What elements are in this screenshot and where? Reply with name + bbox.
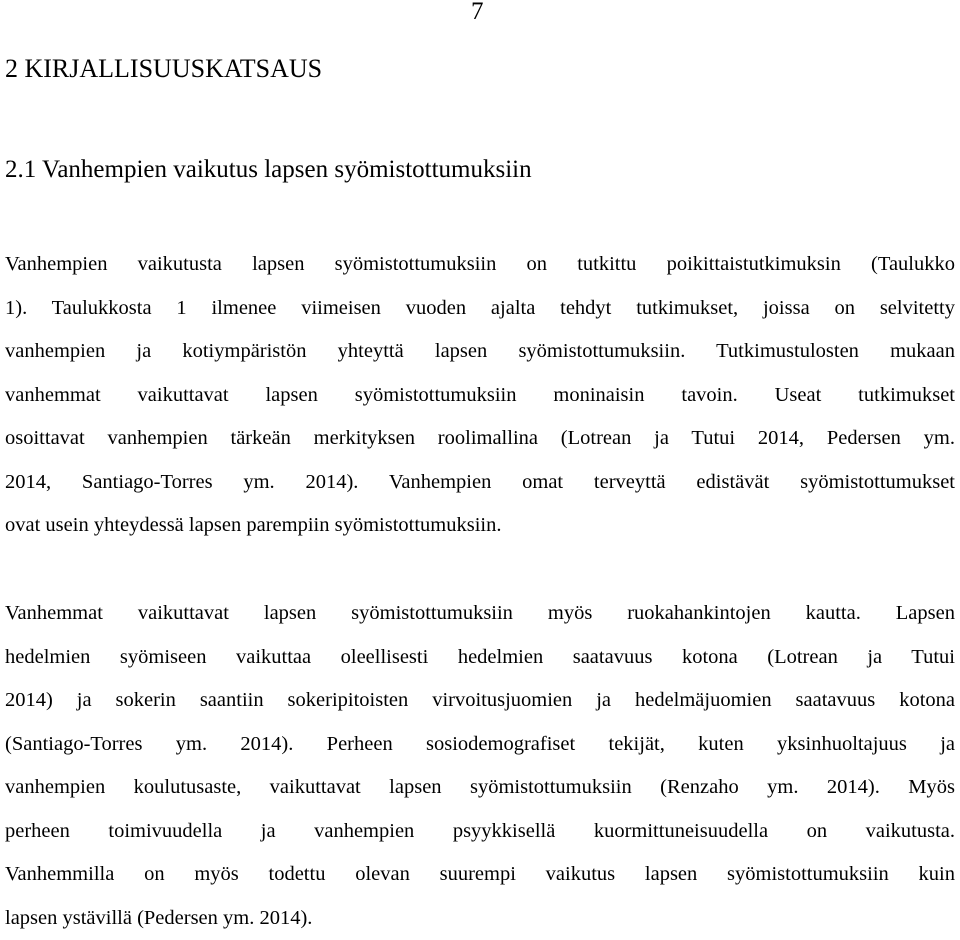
paragraph-line: Vanhemmilla on myös todettu olevan suurempi vaikutus lapsen syömistottumuksiin kuin <box>5 853 955 897</box>
paragraph-line: Vanhemmat vaikuttavat lapsen syömistottumuksiin myös ruokahankintojen kautta. Lapsen <box>5 592 955 636</box>
chapter-heading: 2 KIRJALLISUUSKATSAUS <box>5 52 322 86</box>
paragraph-line: 2014, Santiago-Torres ym. 2014). Vanhempien omat terveyttä edistävät syömistottumukset <box>5 461 955 505</box>
paragraph-line: vanhempien koulutusaste, vaikuttavat lapsen syömistottumuksiin (Renzaho ym. 2014). Myös <box>5 766 955 810</box>
paragraph <box>5 243 955 548</box>
paragraph-line: vanhempien ja kotiympäristön yhteyttä lapsen syömistottumuksiin. Tutkimustulosten mukaan <box>5 330 955 374</box>
paragraph-line: hedelmien syömiseen vaikuttaa oleellisesti hedelmien saatavuus kotona (Lotrean ja Tutui <box>5 636 955 680</box>
section-heading: 2.1 Vanhempien vaikutus lapsen syömistottumuksiin <box>5 153 532 187</box>
page-number: 7 <box>471 0 484 28</box>
paragraph <box>5 592 955 940</box>
paragraph-line: (Santiago-Torres ym. 2014). Perheen sosiodemografiset tekijät, kuten yksinhuoltajuus ja <box>5 723 955 767</box>
paragraph-line: Vanhempien vaikutusta lapsen syömistottumuksiin on tutkittu poikittaistutkimuksin (Taulukko <box>5 243 955 287</box>
paragraph-line: lapsen ystävillä (Pedersen ym. 2014). <box>5 897 955 940</box>
paragraph-line: vanhemmat vaikuttavat lapsen syömistottumuksiin moninaisin tavoin. Useat tutkimukset <box>5 374 955 418</box>
paragraph-line: osoittavat vanhempien tärkeän merkityksen roolimallina (Lotrean ja Tutui 2014, Pedersen ym. <box>5 417 955 461</box>
paragraph-line: 2014) ja sokerin saantiin sokeripitoisten virvoitusjuomien ja hedelmäjuomien saatavuus kotona <box>5 679 955 723</box>
paragraph-line: perheen toimivuudella ja vanhempien psyykkisellä kuormittuneisuudella on vaikutusta. <box>5 810 955 854</box>
paragraph-line: ovat usein yhteydessä lapsen parempiin syömistottumuksiin. <box>5 504 955 548</box>
paragraph-line: 1). Taulukkosta 1 ilmenee viimeisen vuoden ajalta tehdyt tutkimukset, joissa on selvitetty <box>5 287 955 331</box>
